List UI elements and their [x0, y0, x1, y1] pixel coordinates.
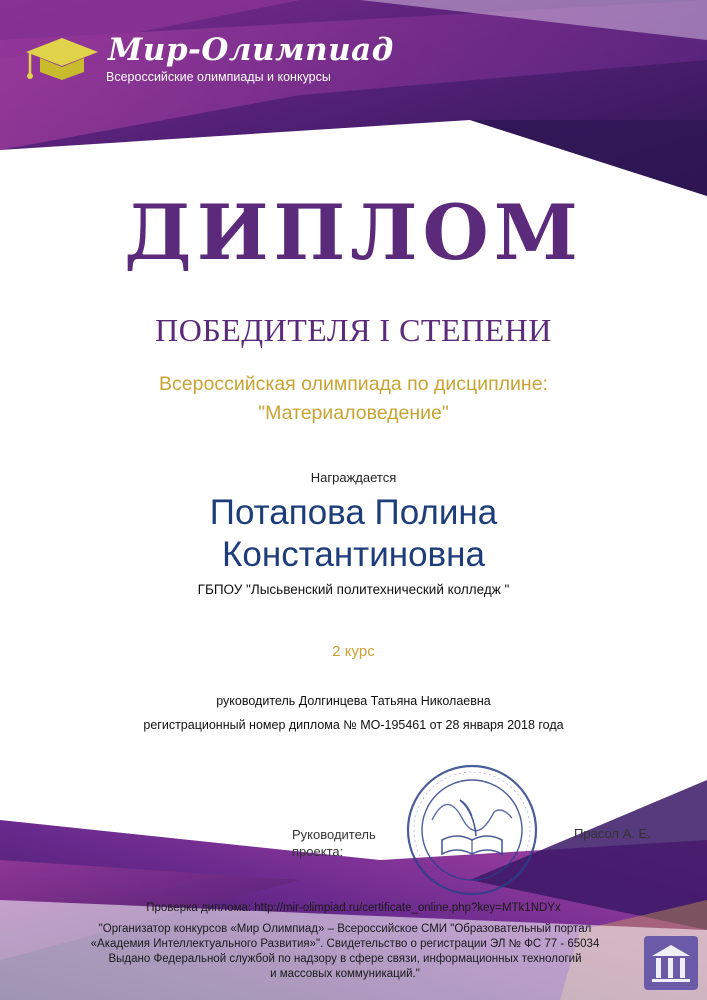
signature-label-line-2: проекта:: [292, 844, 344, 859]
awarded-label: Награждается: [310, 470, 397, 485]
olympiad-line-1: Всероссийская олимпиада по дисциплине:: [159, 373, 548, 395]
logo-title: Мир-Олимпиад: [108, 32, 394, 68]
recipient-name-line-2: Константиновна: [222, 535, 485, 574]
recipient-name-line-1: Потапова Полина: [209, 493, 498, 532]
signature-label: [292, 826, 382, 860]
official-stamp: [402, 760, 542, 900]
academy-logo-icon: [644, 936, 698, 990]
footer-line-4: и массовых коммуникаций.": [270, 968, 420, 980]
logo-subtitle: Всероссийские олимпиады и конкурсы: [106, 70, 331, 84]
course: 2 курс: [332, 643, 375, 660]
footer-line-3: Выдано Федеральной службой по надзору в сфере связи, информационных технологий: [108, 953, 582, 965]
recipient-name: [0, 492, 707, 576]
olympiad-line-2: "Материаловедение": [258, 402, 449, 424]
signature-name: Прасол А. Е.: [574, 826, 651, 841]
signature-label-line-1: Руководитель: [292, 827, 376, 842]
footer-line-2: «Академия Интеллектуального Развития»". Свидетельство о регистрации ЭЛ № ФС 77 - 65034: [90, 938, 600, 950]
degree-title: ПОБЕДИТЕЛЯ I СТЕПЕНИ: [155, 312, 552, 348]
organization: ГБПОУ "Лысьвенский политехнический колледж ": [197, 582, 510, 597]
diploma-title: ДИПЛОМ: [124, 188, 583, 277]
supervisor: руководитель Долгинцева Татьяна Николаевна: [216, 694, 491, 708]
footer-legal: [40, 922, 650, 982]
verification-link[interactable]: Проверка диплома: http://mir-olimpiad.ru/certificate_online.php?key=MTk1NDYx: [146, 902, 561, 914]
registration-number: регистрационный номер диплома № МО-195461 от 28 января 2018 года: [143, 718, 564, 732]
graduation-cap-icon: [22, 30, 102, 90]
olympiad-description: [0, 370, 707, 428]
footer-line-1: "Организатор конкурсов «Мир Олимпиад» – Всероссийское СМИ "Образовательный портал: [98, 923, 592, 935]
